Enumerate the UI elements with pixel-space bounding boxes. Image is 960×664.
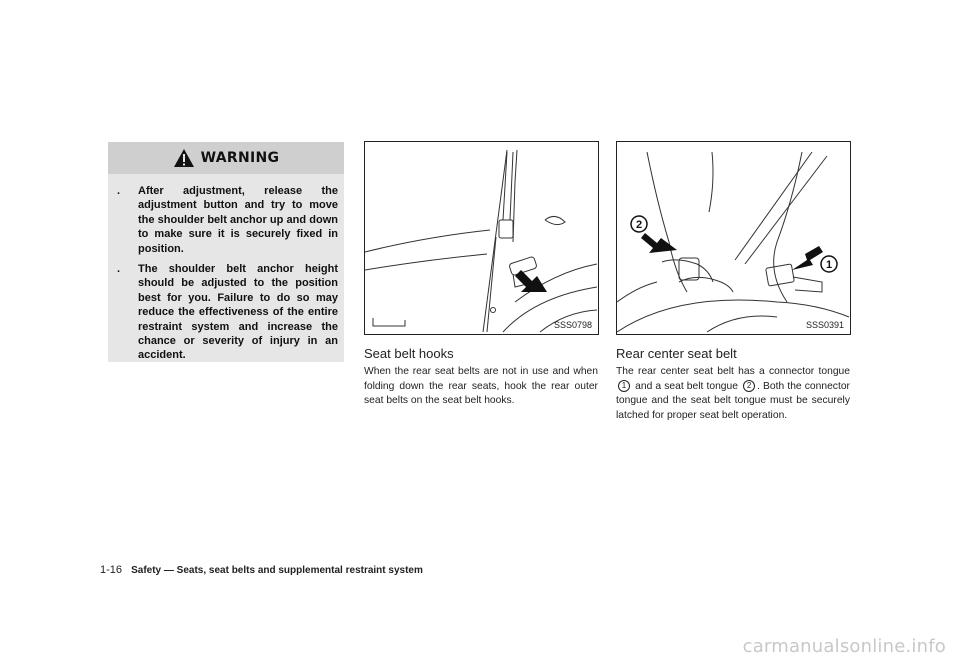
warning-title: WARNING (200, 150, 280, 166)
figure-code: SSS0391 (805, 320, 844, 330)
rear-center-belt-illustration (617, 142, 850, 334)
page-footer (100, 564, 423, 576)
section-title-seat-belt-hooks: Seat belt hooks (364, 346, 454, 361)
warning-triangle-icon (173, 148, 195, 168)
mark-2-icon: 2 (743, 380, 755, 392)
section-body-seat-belt-hooks: When the rear seat belts are not in use and when folding down the rear seats, hook the rear outer seat belts on the seat belt hooks. (364, 366, 598, 407)
section-body-rear-center-seat-belt (616, 365, 850, 423)
figure-seat-belt-hook (364, 141, 599, 335)
warning-list (116, 184, 338, 369)
figure-code: SSS0798 (553, 320, 592, 330)
warning-box (108, 142, 344, 362)
watermark: carmanualsonline.info (742, 636, 946, 657)
page-number: 1-16 (100, 564, 123, 576)
body-part: and a seat belt tongue (635, 380, 738, 392)
callout-1-label: 1 (825, 259, 833, 271)
footer-title: Safety — Seats, seat belts and supplemental restraint system (131, 565, 423, 576)
callout-2-label: 2 (635, 219, 643, 231)
seat-belt-hook-illustration (365, 142, 598, 334)
body-part: The rear center seat belt has a connector tongue (616, 366, 850, 377)
warning-item-text: After adjustment, release the adjustment button and try to move the shoulder belt anchor up and down to make sure it is securely fixed in position. (138, 185, 338, 255)
warning-item (116, 184, 338, 256)
warning-header (108, 142, 344, 174)
mark-1-icon: 1 (618, 380, 630, 392)
warning-item-text: The shoulder belt anchor height should be adjusted to the position best for you. Failure to do so may reduce the effectiveness of the entire restraint system and increase the chance or severity of injury in an accident. (138, 263, 338, 362)
warning-item (116, 262, 338, 363)
body-part: . Both the connector tongue and the seat belt tongue must be securely latched for proper seat belt operation. (616, 380, 850, 421)
bullet: . (117, 263, 121, 276)
section-title-rear-center-seat-belt: Rear center seat belt (616, 346, 737, 361)
bullet: . (117, 185, 121, 197)
figure-rear-center-seat-belt (616, 141, 851, 335)
